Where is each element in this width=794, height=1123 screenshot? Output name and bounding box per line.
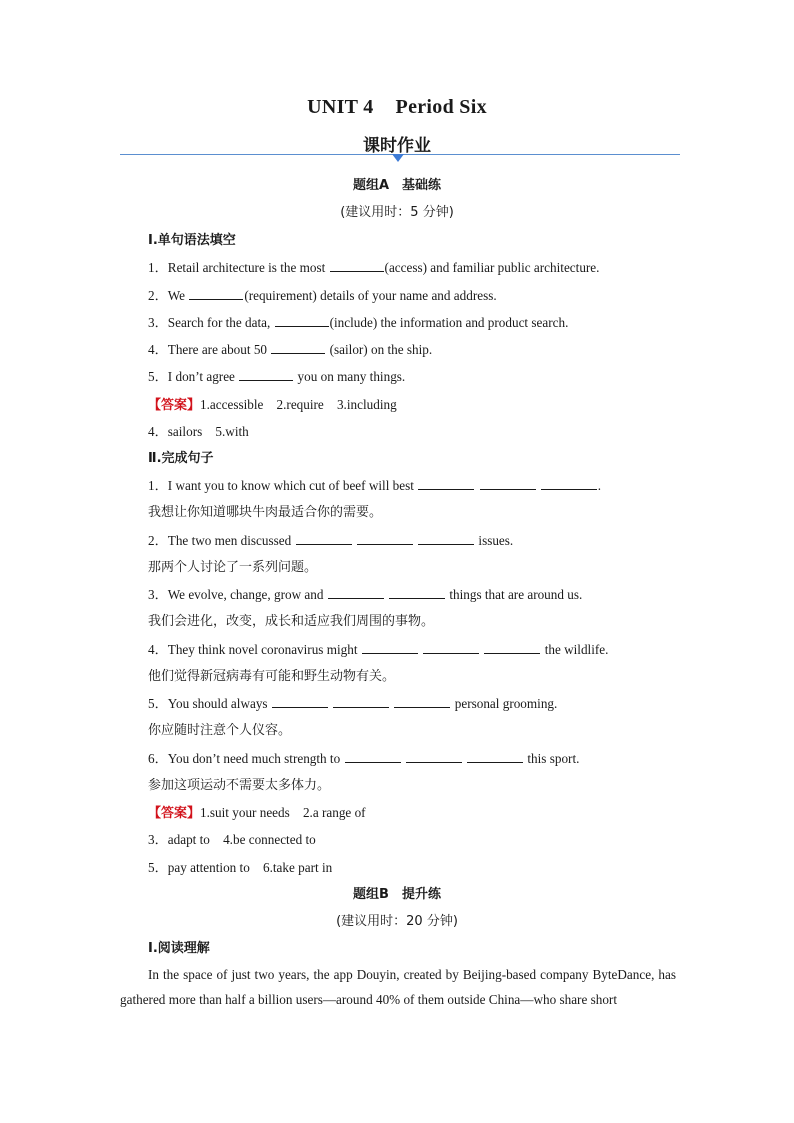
answer-blank[interactable] <box>357 532 413 545</box>
answer-blank[interactable] <box>345 750 401 763</box>
translation-line: 你应随时注意个人仪容。 <box>148 723 292 738</box>
question-item: 2．We (requirement) details of your name and address. <box>148 288 497 303</box>
question-item: 5．You should always personal grooming. <box>148 696 558 711</box>
translation-line: 我们会进化，改变，成长和适应我们周围的事物。 <box>148 614 435 629</box>
answer-label: 【答案】 <box>148 806 201 821</box>
answer-blank[interactable] <box>272 695 328 708</box>
section-1-heading: Ⅰ.单句语法填空 <box>148 233 236 248</box>
section-2-heading: Ⅱ.完成句子 <box>148 451 214 466</box>
answer-blank[interactable] <box>484 641 540 654</box>
translation-line: 我想让你知道哪块牛肉最适合你的需要。 <box>148 505 383 520</box>
title-unit: UNIT 4 <box>307 96 374 118</box>
answer-blank[interactable] <box>330 259 384 272</box>
answer-line: 【答案】1.accessible 2.require 3.including <box>148 397 397 413</box>
answer-blank[interactable] <box>389 586 445 599</box>
translation-line: 他们觉得新冠病毒有可能和野生动物有关。 <box>148 669 396 684</box>
answer-blank[interactable] <box>418 532 474 545</box>
answer-line: 3．adapt to 4.be connected to <box>148 832 316 847</box>
answer-blank[interactable] <box>541 477 597 490</box>
group-b-title: 题组B 提升练 <box>353 887 441 902</box>
question-item: 3．Search for the data, (include) the information and product search. <box>148 315 569 330</box>
group-b-time: (建议用时：20 分钟) <box>336 914 458 929</box>
answer-line: 5．pay attention to 6.take part in <box>148 860 333 875</box>
question-item: 4．They think novel coronavirus might the wildlife. <box>148 642 609 657</box>
answer-blank[interactable] <box>423 641 479 654</box>
answer-blank[interactable] <box>328 586 384 599</box>
question-item: 1．Retail architecture is the most (access) and familiar public architecture. <box>148 260 600 275</box>
answer-blank[interactable] <box>333 695 389 708</box>
question-item: 4．There are about 50 (sailor) on the ship. <box>148 342 433 357</box>
answer-line: 4．sailors 5.with <box>148 424 249 439</box>
reading-paragraph: In the space of just two years, the app Douyin, created by Beijing-based company ByteDance, has gathered more than half a billion users—around 40% of them outside China—who share short <box>120 967 676 1007</box>
reading-heading: Ⅰ.阅读理解 <box>148 941 210 956</box>
answer-blank[interactable] <box>406 750 462 763</box>
answer-blank[interactable] <box>418 477 474 490</box>
question-item: 5．I don’t agree you on many things. <box>148 369 406 384</box>
translation-line: 参加这项运动不需要太多体力。 <box>148 778 331 793</box>
answer-blank[interactable] <box>271 341 325 354</box>
answer-blank[interactable] <box>394 695 450 708</box>
question-item: 3．We evolve, change, grow and things that are around us. <box>148 587 583 602</box>
group-a-title: 题组A 基础练 <box>352 178 442 193</box>
group-a-time: (建议用时：5 分钟) <box>340 205 454 220</box>
answer-line: 【答案】1.suit your needs 2.a range of <box>148 805 366 821</box>
answer-label: 【答案】 <box>148 398 201 413</box>
answer-blank[interactable] <box>467 750 523 763</box>
answer-blank[interactable] <box>362 641 418 654</box>
answer-blank[interactable] <box>480 477 536 490</box>
answer-blank[interactable] <box>275 314 329 327</box>
question-item: 6．You don’t need much strength to this sport. <box>148 751 580 766</box>
page-subtitle: 课时作业 <box>363 136 431 156</box>
answer-blank[interactable] <box>189 287 243 300</box>
page-title <box>0 96 794 119</box>
answer-blank[interactable] <box>296 532 352 545</box>
title-period: Period Six <box>395 96 487 118</box>
answer-blank[interactable] <box>239 368 293 381</box>
question-item: 2．The two men discussed issues. <box>148 533 514 548</box>
translation-line: 那两个人讨论了一系列问题。 <box>148 560 318 575</box>
triangle-marker-icon <box>392 154 404 162</box>
question-item: 1．I want you to know which cut of beef will best . <box>148 478 602 493</box>
